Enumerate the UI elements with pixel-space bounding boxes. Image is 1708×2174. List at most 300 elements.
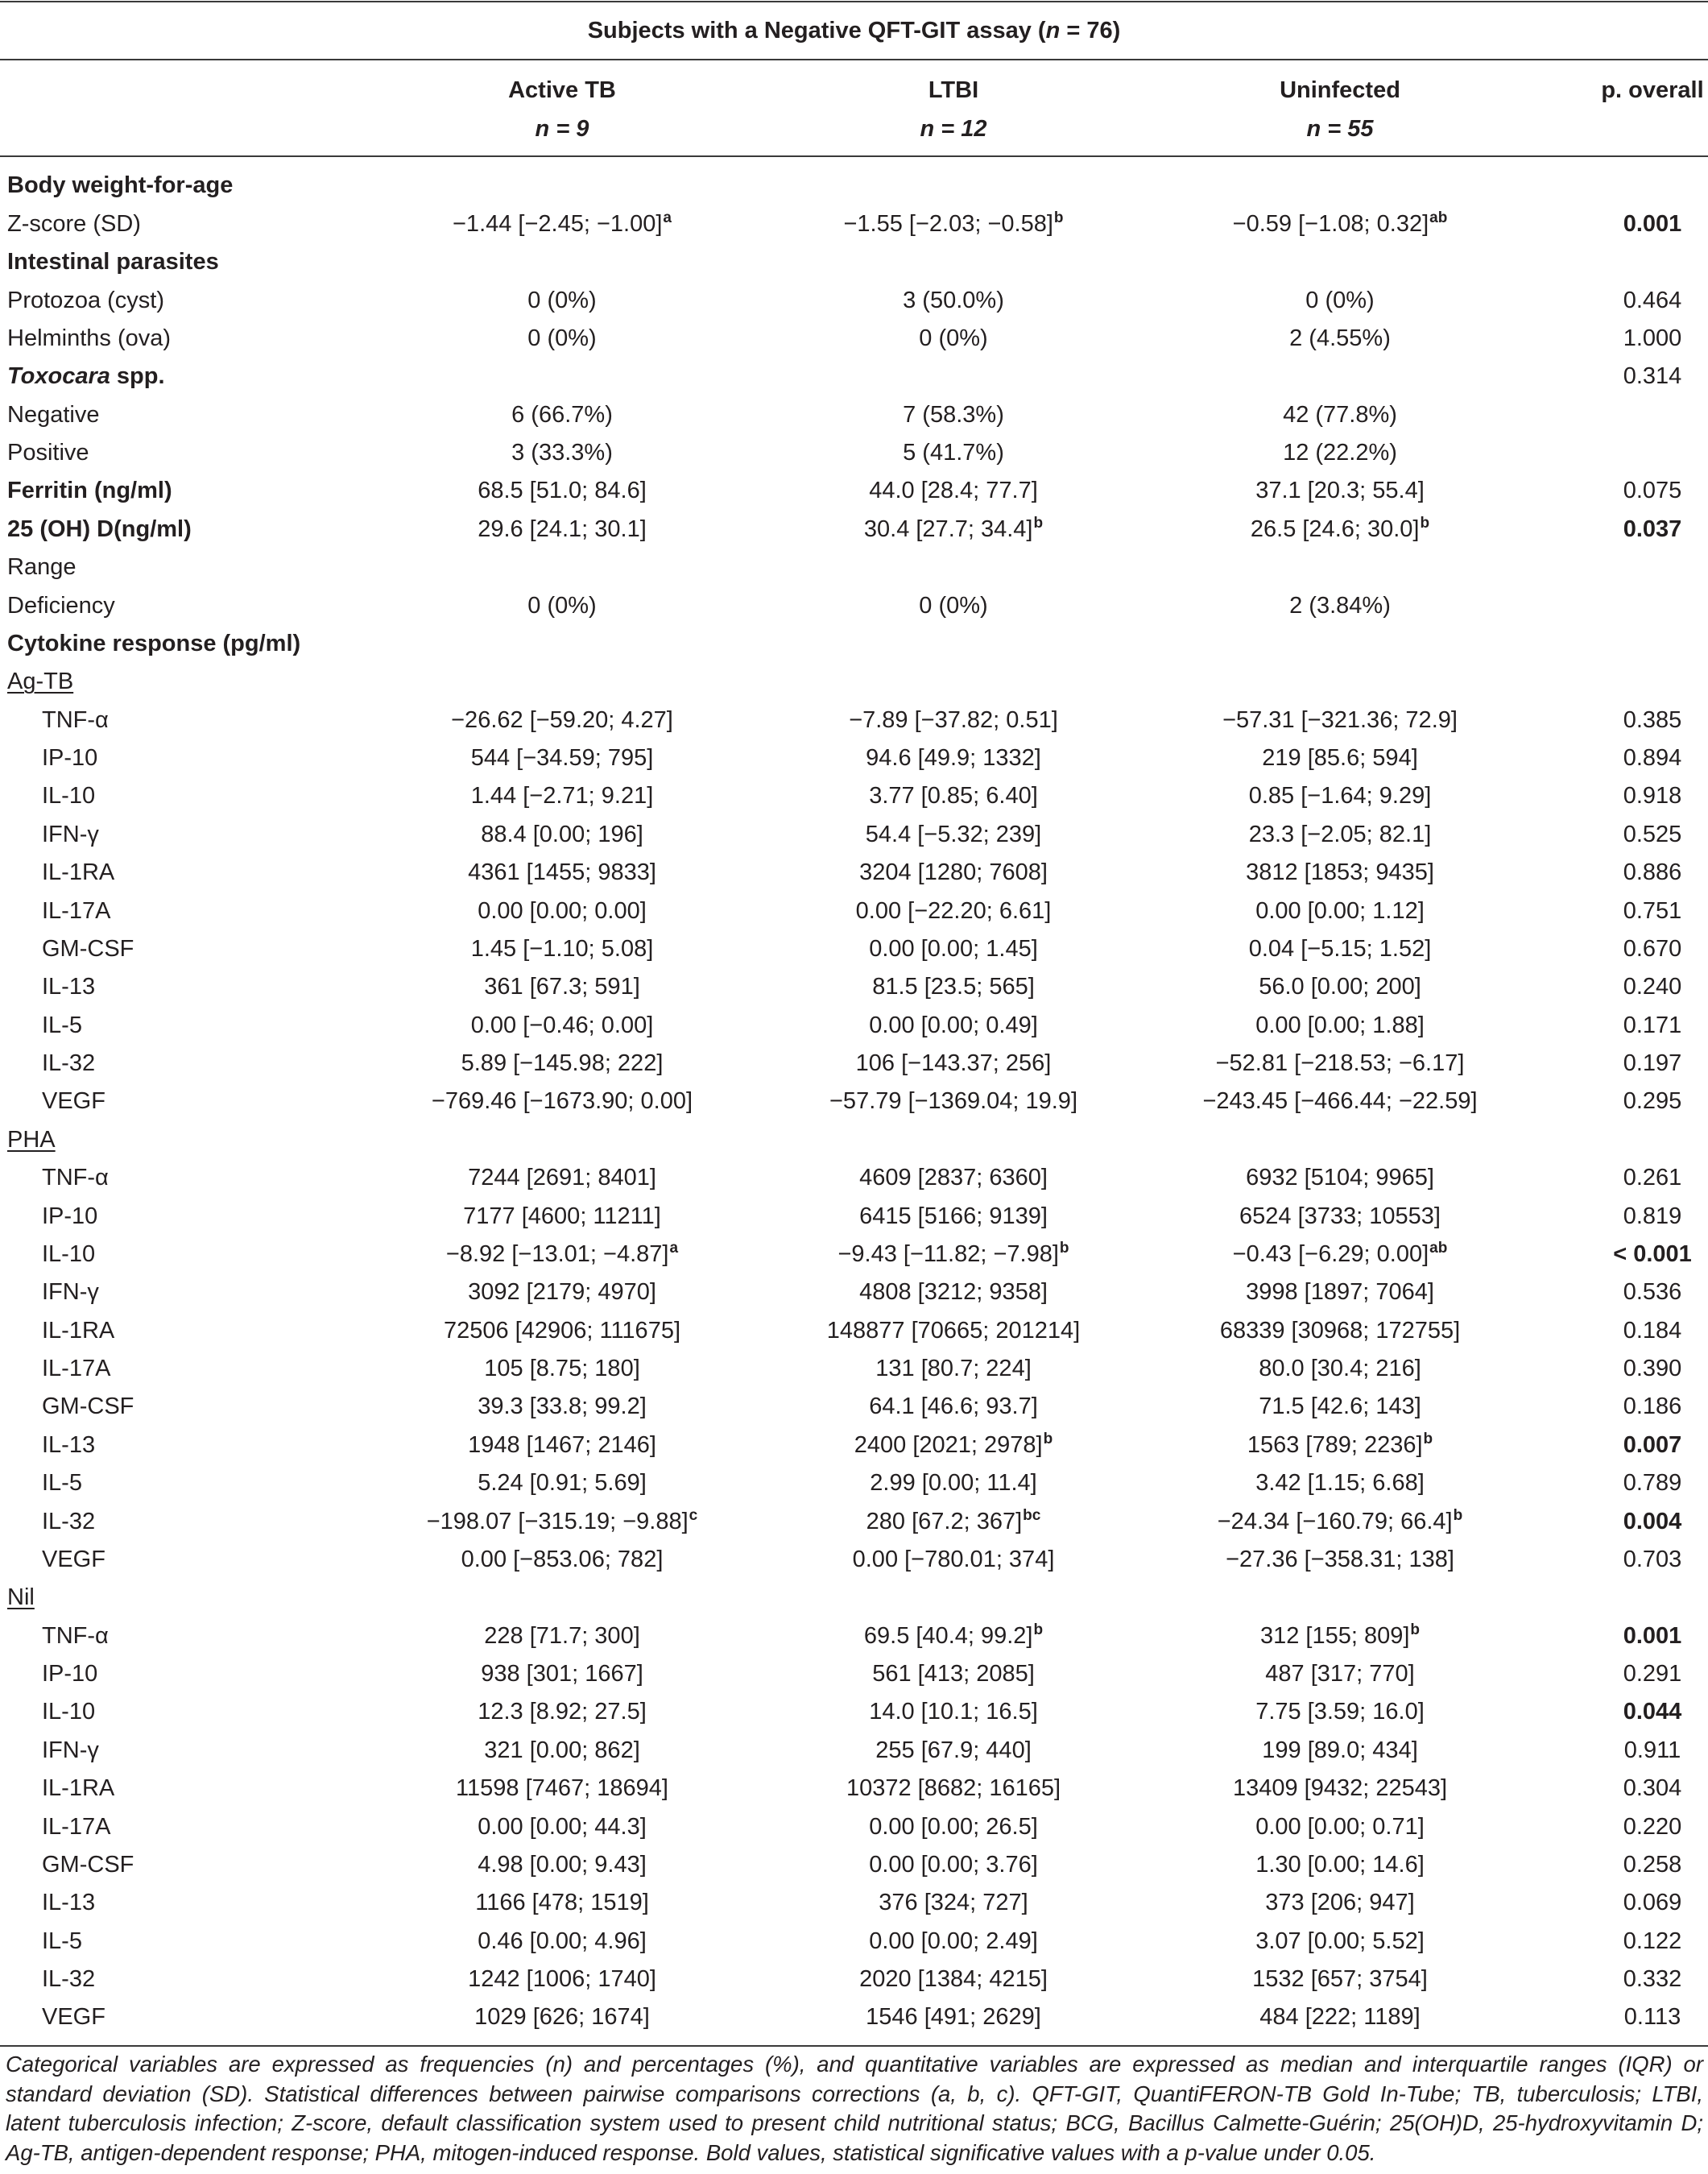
cell-uninfected <box>1152 1928 1528 1955</box>
table-title-n: n <box>1045 18 1061 43</box>
cell-value: 484 [222; 1189] <box>1259 2004 1421 2031</box>
cell-uninfected <box>1152 1432 1528 1459</box>
row-label-text: Protozoa (cyst) <box>7 287 164 313</box>
cell-active-tb <box>369 1241 755 1268</box>
cell-p-overall: 0.001 <box>1623 210 1682 237</box>
cell-value: −27.36 [−358.31; 138] <box>1226 1546 1454 1572</box>
cell-value: 68339 [30968; 172755] <box>1219 1317 1461 1344</box>
cell-uninfected <box>1152 1737 1528 1764</box>
row-label-text: TNF-α <box>42 1622 109 1649</box>
cell-active-tb <box>369 593 755 619</box>
cell-ltbi <box>755 1814 1152 1841</box>
cell-value: 1029 [626; 1674] <box>474 2004 650 2031</box>
row-label-text: Range <box>7 554 77 581</box>
cell-value: −198.07 [−315.19; −9.88] <box>426 1508 689 1534</box>
cell-uninfected <box>1152 1775 1528 1802</box>
table-row <box>0 1846 1706 1884</box>
row-label-text: IL-13 <box>42 974 96 1000</box>
cell-uninfected <box>1152 1623 1528 1650</box>
row-label <box>0 1852 369 1878</box>
row-label-text: Helminths (ova) <box>7 325 172 351</box>
cell-value: −243.45 [−466.44; −22.59] <box>1202 1088 1478 1115</box>
row-label <box>0 249 369 275</box>
cell-uninfected <box>1152 1661 1528 1687</box>
row-label <box>0 1393 369 1420</box>
superscript: c <box>689 1506 698 1524</box>
row-label <box>0 1127 369 1153</box>
cell-value: −9.43 [−11.82; −7.98] <box>837 1240 1059 1267</box>
cell-active-tb <box>369 1661 755 1687</box>
title-rule <box>0 59 1708 60</box>
cell-active-tb <box>369 974 755 1000</box>
cell-uninfected <box>1152 1012 1528 1039</box>
row-label-text: Cytokine response (pg/ml) <box>7 630 301 656</box>
cell-ltbi <box>755 1203 1152 1230</box>
table-title-text: Subjects with a Negative QFT-GIT assay ( <box>587 18 1046 43</box>
table-row <box>0 320 1706 358</box>
cell-value: 3.42 [1.15; 6.68] <box>1255 1470 1425 1497</box>
cell-active-tb <box>369 1737 755 1764</box>
row-label <box>0 1318 369 1344</box>
table-row <box>0 1312 1706 1350</box>
cell-uninfected <box>1152 1852 1528 1878</box>
row-label <box>0 1623 369 1650</box>
cell-uninfected <box>1152 1699 1528 1725</box>
cell-value: −1.55 [−2.03; −0.58] <box>843 210 1053 237</box>
row-label-text: Intestinal parasites <box>7 249 219 275</box>
row-label-text: IL-10 <box>42 1699 96 1725</box>
table-row <box>0 1427 1706 1464</box>
table-row <box>0 281 1706 319</box>
cell-value: 0.00 [0.00; 3.76] <box>869 1851 1038 1878</box>
table-row <box>0 1808 1706 1845</box>
cell-p-overall: 0.751 <box>1623 897 1682 924</box>
cell-value: 1166 [478; 1519] <box>475 1890 649 1916</box>
table-row <box>0 358 1706 395</box>
column-n-ltbi: n = 12 <box>920 115 987 142</box>
row-label-text: TNF-α <box>42 706 109 733</box>
cell-active-tb <box>369 1928 755 1955</box>
table-title-count: = 76) <box>1060 18 1121 43</box>
cell-p-overall: 0.295 <box>1623 1088 1682 1115</box>
cell-value: 4808 [3212; 9358] <box>859 1279 1048 1306</box>
row-label-text: Deficiency <box>7 592 115 619</box>
table-row <box>0 1464 1706 1502</box>
cell-value: −57.79 [−1369.04; 19.9] <box>829 1088 1077 1115</box>
cell-value: 2020 [1384; 4215] <box>859 1966 1048 1993</box>
cell-uninfected <box>1152 593 1528 619</box>
table-row <box>0 549 1706 586</box>
cell-p-overall: 0.464 <box>1623 287 1682 313</box>
cell-value: 12.3 [8.92; 27.5] <box>478 1699 647 1725</box>
cell-uninfected <box>1152 822 1528 848</box>
cell-active-tb <box>369 1623 755 1650</box>
cell-p-overall: 0.536 <box>1623 1279 1682 1306</box>
cell-value: 3204 [1280; 7608] <box>859 859 1048 886</box>
table-row <box>0 1045 1706 1083</box>
cell-active-tb <box>369 1165 755 1191</box>
cell-active-tb <box>369 707 755 734</box>
cell-value: 0.00 [0.00; 0.71] <box>1255 1813 1425 1840</box>
cell-active-tb <box>369 1393 755 1420</box>
cell-active-tb <box>369 1699 755 1725</box>
column-n-uninfected: n = 55 <box>1306 115 1374 142</box>
table-row <box>0 854 1706 892</box>
row-label <box>0 1661 369 1687</box>
cell-uninfected <box>1152 1393 1528 1420</box>
cell-value: 4361 [1455; 9833] <box>468 859 656 886</box>
cell-p-overall: 0.240 <box>1623 974 1682 1000</box>
cell-ltbi <box>755 1623 1152 1650</box>
cell-value: 1563 [789; 2236] <box>1247 1431 1423 1458</box>
cell-uninfected <box>1152 211 1528 238</box>
cell-ltbi <box>755 516 1152 543</box>
table-row <box>0 1884 1706 1922</box>
table-row <box>0 1388 1706 1426</box>
footnote-line: latent tuberculosis infection; Z-score, default classification system used to present child nutritional status; BCG, Bacillus Calmette-Guérin; 25(OH)D, 25-hydroxyvitamin D; <box>6 2110 1703 2135</box>
cell-p-overall: 0.075 <box>1623 478 1682 504</box>
row-label-text: IL-17A <box>42 1356 111 1382</box>
row-label-text: TNF-α <box>42 1165 109 1191</box>
cell-value: 26.5 [24.6; 30.0] <box>1250 516 1420 542</box>
cell-value: 11598 [7467; 18694] <box>456 1775 668 1802</box>
cell-value: 56.0 [0.00; 200] <box>1259 974 1421 1000</box>
row-label-text: IL-5 <box>42 1012 82 1038</box>
cell-value: 0 (0%) <box>1305 287 1375 313</box>
column-header-uninfected: Uninfected <box>1280 77 1400 103</box>
table-row <box>0 472 1706 510</box>
cell-active-tb <box>369 1088 755 1115</box>
cell-active-tb <box>369 1279 755 1306</box>
row-label <box>0 402 369 429</box>
row-label <box>0 1775 369 1802</box>
cell-ltbi <box>755 593 1152 619</box>
cell-value: 4.98 [0.00; 9.43] <box>478 1851 647 1878</box>
row-label <box>0 516 369 543</box>
group-row <box>0 1579 1706 1617</box>
cell-uninfected <box>1152 1241 1528 1268</box>
cell-uninfected <box>1152 974 1528 1000</box>
cell-ltbi <box>755 898 1152 925</box>
cell-value: 10372 [8682; 16165] <box>846 1775 1061 1802</box>
row-label <box>0 1928 369 1955</box>
row-label <box>0 554 369 581</box>
row-label <box>0 631 369 657</box>
superscript: b <box>1043 1430 1053 1447</box>
row-label-text: IL-10 <box>42 783 96 810</box>
cell-p-overall: 0.186 <box>1623 1393 1682 1420</box>
row-label <box>0 1814 369 1841</box>
cell-p-overall: 1.000 <box>1623 325 1682 351</box>
cell-active-tb <box>369 1814 755 1841</box>
row-label <box>0 974 369 1000</box>
table-row <box>0 1159 1706 1197</box>
cell-value: 255 [67.9; 440] <box>875 1737 1032 1763</box>
cell-uninfected <box>1152 1318 1528 1344</box>
table-row <box>0 1236 1706 1273</box>
cell-uninfected <box>1152 859 1528 886</box>
footnote-line: Categorical variables are expressed as frequencies (n) and percentages (%), and quantitative variables are expressed as median and interquartile ranges (IQR) or <box>6 2052 1703 2077</box>
cell-active-tb <box>369 1050 755 1077</box>
cell-value: 69.5 [40.4; 99.2] <box>863 1622 1033 1649</box>
table-row <box>0 1502 1706 1540</box>
column-header-ltbi: LTBI <box>928 77 979 103</box>
cell-ltbi <box>755 1241 1152 1268</box>
cell-value: 3 (33.3%) <box>511 440 613 466</box>
cell-value: 5.89 [−145.98; 222] <box>461 1050 664 1077</box>
cell-value: 39.3 [33.8; 99.2] <box>478 1393 647 1420</box>
cell-active-tb <box>369 288 755 314</box>
superscript: a <box>663 209 672 226</box>
cell-value: 1546 [491; 2629] <box>866 2004 1041 2031</box>
row-label <box>0 1470 369 1497</box>
cell-uninfected <box>1152 440 1528 466</box>
cell-value: 3812 [1853; 9435] <box>1246 859 1434 886</box>
cell-value: −52.81 [−218.53; −6.17] <box>1215 1050 1465 1077</box>
row-label <box>0 1966 369 1993</box>
footnote-line: standard deviation (SD). Statistical differences between pairwise comparisons corrections (a, b, c). QFT-GIT, QuantiFERON-TB Gold In-Tube; TB, tuberculosis; LTBI, <box>6 2081 1703 2106</box>
row-label <box>0 1584 369 1611</box>
cell-active-tb <box>369 1775 755 1802</box>
cell-uninfected <box>1152 1050 1528 1077</box>
table-row <box>0 968 1706 1006</box>
column-header-p-overall: p. overall <box>1601 77 1704 103</box>
superscript: ab <box>1429 209 1448 226</box>
cell-active-tb <box>369 936 755 963</box>
cell-ltbi <box>755 859 1152 886</box>
row-label <box>0 822 369 848</box>
row-label <box>0 669 369 695</box>
table-row <box>0 702 1706 739</box>
cell-value: 0.00 [−853.06; 782] <box>461 1546 664 1572</box>
row-label <box>0 936 369 963</box>
cell-value: 280 [67.2; 367] <box>866 1508 1023 1534</box>
row-label <box>0 1203 369 1230</box>
group-row <box>0 1121 1706 1159</box>
table-footnote <box>6 2050 1703 2168</box>
cell-value: 5.24 [0.91; 5.69] <box>478 1470 647 1497</box>
cell-active-tb <box>369 1432 755 1459</box>
row-label <box>0 211 369 238</box>
cell-value: 44.0 [28.4; 77.7] <box>869 478 1038 504</box>
row-label <box>0 1165 369 1191</box>
cell-value: 0.46 [0.00; 4.96] <box>478 1928 647 1954</box>
cell-value: 0.00 [−22.20; 6.61] <box>855 897 1052 924</box>
cell-value: 94.6 [49.9; 1332] <box>866 745 1041 772</box>
cell-p-overall: 0.001 <box>1623 1622 1682 1649</box>
cell-ltbi <box>755 1165 1152 1191</box>
table-row <box>0 586 1706 624</box>
row-label-text: spp. <box>110 363 165 390</box>
cell-active-tb <box>369 1203 755 1230</box>
cell-value: 219 [85.6; 594] <box>1262 745 1418 772</box>
cell-ltbi <box>755 325 1152 352</box>
superscript: b <box>1423 1430 1433 1447</box>
row-label-text: 25 (OH) D(ng/ml) <box>7 516 192 542</box>
row-label <box>0 1012 369 1039</box>
row-label-text: GM-CSF <box>42 935 134 962</box>
cell-value: 0.00 [0.00; 2.49] <box>869 1928 1038 1954</box>
row-label <box>0 1432 369 1459</box>
cell-active-tb <box>369 1470 755 1497</box>
cell-p-overall: 0.703 <box>1623 1546 1682 1572</box>
table-row <box>0 1617 1706 1655</box>
cell-uninfected <box>1152 783 1528 810</box>
cell-value: 0.00 [0.00; 0.00] <box>478 897 647 924</box>
row-label-text: GM-CSF <box>42 1393 134 1420</box>
cell-active-tb <box>369 402 755 429</box>
cell-p-overall: 0.258 <box>1623 1851 1682 1878</box>
row-label-text: IL-17A <box>42 897 111 924</box>
cell-value: 3.07 [0.00; 5.52] <box>1255 1928 1425 1954</box>
table-header <box>0 71 1706 148</box>
cell-value: 80.0 [30.4; 216] <box>1259 1356 1421 1382</box>
cell-active-tb <box>369 1852 755 1878</box>
cell-active-tb <box>369 1012 755 1039</box>
cell-ltbi <box>755 440 1152 466</box>
cell-value: 131 [80.7; 224] <box>875 1356 1032 1382</box>
cell-ltbi <box>755 211 1152 238</box>
table-body <box>0 167 1706 2036</box>
cell-value: 7177 [4600; 11211] <box>463 1203 661 1229</box>
table-row <box>0 1083 1706 1120</box>
cell-p-overall: 0.291 <box>1623 1661 1682 1687</box>
group-row <box>0 663 1706 701</box>
cell-value: −24.34 [−160.79; 66.4] <box>1217 1508 1453 1534</box>
superscript: b <box>1053 209 1064 226</box>
cell-value: 3998 [1897; 7064] <box>1246 1279 1434 1306</box>
cell-value: 0.00 [0.00; 26.5] <box>869 1813 1038 1840</box>
cell-value: 7.75 [3.59; 16.0] <box>1255 1699 1425 1725</box>
cell-active-tb <box>369 516 755 543</box>
cell-ltbi <box>755 1699 1152 1725</box>
cell-uninfected <box>1152 1506 1528 1535</box>
table-row <box>0 205 1706 243</box>
row-label-text: Z-score (SD) <box>7 210 141 237</box>
cell-active-tb <box>369 1890 755 1916</box>
cell-value: 2.99 [0.00; 11.4] <box>870 1470 1037 1497</box>
cell-value: 938 [301; 1667] <box>481 1661 643 1687</box>
cell-value: 148877 [70665; 201214] <box>826 1317 1081 1344</box>
cell-p-overall: 0.670 <box>1623 935 1682 962</box>
row-label-text: IL-13 <box>42 1431 96 1458</box>
cell-ltbi <box>755 1050 1152 1077</box>
cell-ltbi <box>755 478 1152 504</box>
table-title <box>0 2 1708 59</box>
cell-ltbi <box>755 2004 1152 2031</box>
cell-value: 0.85 [−1.64; 9.29] <box>1248 783 1432 810</box>
row-label <box>0 1241 369 1268</box>
cell-uninfected <box>1152 1165 1528 1191</box>
row-label-text: Body weight-for-age <box>7 172 234 199</box>
cell-value: 29.6 [24.1; 30.1] <box>478 516 647 542</box>
table-row <box>0 1770 1706 1808</box>
cell-active-tb <box>369 745 755 772</box>
cell-value: 68.5 [51.0; 84.6] <box>478 478 647 504</box>
cell-ltbi <box>755 1661 1152 1687</box>
cell-value: 1.30 [0.00; 14.6] <box>1255 1851 1425 1878</box>
cell-value: 2 (4.55%) <box>1289 325 1391 351</box>
cell-uninfected <box>1152 1890 1528 1916</box>
row-label <box>0 898 369 925</box>
cell-ltbi <box>755 1737 1152 1764</box>
row-label-text: Nil <box>7 1584 35 1611</box>
row-label-text: Ferritin (ng/ml) <box>7 478 172 504</box>
table-row <box>0 434 1706 472</box>
cell-uninfected <box>1152 1203 1528 1230</box>
cell-value: 0 (0%) <box>527 287 597 313</box>
cell-value: 71.5 [42.6; 143] <box>1259 1393 1421 1420</box>
table-row <box>0 1732 1706 1770</box>
cell-value: 0.00 [−0.46; 0.00] <box>470 1012 654 1038</box>
cell-uninfected <box>1152 898 1528 925</box>
table-row <box>0 1350 1706 1388</box>
cell-uninfected <box>1152 2004 1528 2031</box>
cell-p-overall: 0.184 <box>1623 1317 1682 1344</box>
cell-value: 312 [155; 809] <box>1259 1622 1410 1649</box>
table-bottom-rule <box>0 2045 1708 2047</box>
row-label <box>0 859 369 886</box>
table-row <box>0 1961 1706 1998</box>
row-label-text: Negative <box>7 401 100 428</box>
cell-ltbi <box>755 822 1152 848</box>
table-row <box>0 777 1706 815</box>
cell-value: 228 [71.7; 300] <box>484 1622 640 1649</box>
header-row-sample-size <box>0 110 1706 148</box>
superscript: bc <box>1023 1506 1041 1524</box>
cell-value: −1.44 [−2.45; −1.00] <box>453 210 663 237</box>
cell-uninfected <box>1152 1966 1528 1993</box>
cell-ltbi <box>755 745 1152 772</box>
cell-ltbi <box>755 1470 1152 1497</box>
cell-value: 3.77 [0.85; 6.40] <box>869 783 1038 810</box>
cell-value: −769.46 [−1673.90; 0.00] <box>431 1088 693 1115</box>
row-label <box>0 1699 369 1725</box>
cell-ltbi <box>755 974 1152 1000</box>
row-label-text: PHA <box>7 1126 56 1153</box>
cell-value: 0 (0%) <box>527 592 597 619</box>
row-label <box>0 1547 369 1573</box>
table-row <box>0 816 1706 854</box>
cell-ltbi <box>755 1966 1152 1993</box>
table-row <box>0 1197 1706 1235</box>
table-row <box>0 167 1706 205</box>
row-label-text: IL-1RA <box>42 1775 115 1802</box>
header-row-groups <box>0 71 1706 110</box>
cell-p-overall: 0.007 <box>1623 1431 1682 1458</box>
row-label <box>0 1890 369 1916</box>
cell-uninfected <box>1152 1470 1528 1497</box>
cell-uninfected <box>1152 325 1528 352</box>
row-label <box>0 745 369 772</box>
cell-p-overall: 0.171 <box>1623 1012 1682 1038</box>
cell-uninfected <box>1152 936 1528 963</box>
cell-ltbi <box>755 1432 1152 1459</box>
row-label-text: IFN-γ <box>42 1737 99 1763</box>
cell-value: 199 [89.0; 434] <box>1262 1737 1418 1763</box>
cell-ltbi <box>755 707 1152 734</box>
cell-value: 1.44 [−2.71; 9.21] <box>470 783 654 810</box>
cell-p-overall: 0.037 <box>1623 516 1682 542</box>
cell-value: −7.89 [−37.82; 0.51] <box>849 706 1058 733</box>
cell-value: 0.00 [0.00; 0.49] <box>869 1012 1038 1038</box>
cell-p-overall: 0.886 <box>1623 859 1682 886</box>
superscript: ab <box>1429 1239 1448 1257</box>
cell-active-tb <box>369 1318 755 1344</box>
table-row <box>0 1998 1706 2036</box>
row-label-text: IFN-γ <box>42 821 99 847</box>
cell-p-overall: 0.911 <box>1623 1737 1681 1763</box>
